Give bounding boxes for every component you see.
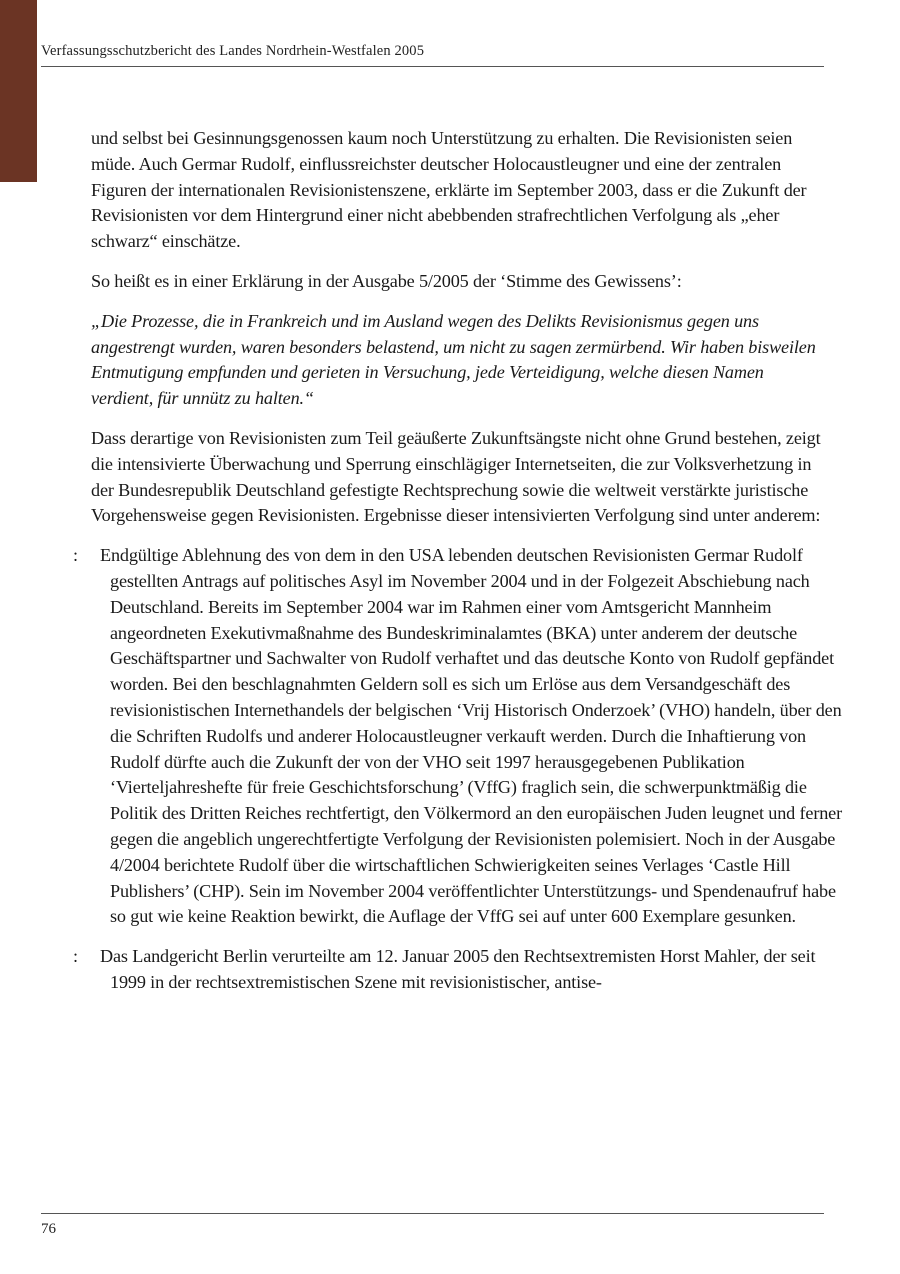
bullet-marker: : — [73, 946, 78, 967]
bullet-marker: : — [73, 545, 78, 566]
paragraph: So heißt es in einer Erklärung in der Ausgabe 5/2005 der ‘Stimme des Gewissens’: — [91, 270, 682, 291]
footer-rule — [41, 1213, 824, 1214]
paragraph: und selbst bei Gesinnungsgenossen kaum noch Unterstützung zu erhalten. Die Revisionisten seien müde. Auch Germar Rudolf, einflussreichster deutscher Holocaustleugner und eine der zentralen Figuren der internationalen Revisionistenszene, erklärte im September 2003, dass er die Zukunft der Revisionisten vor dem Hintergrund einer nicht abebbenden strafrechtlichen Verfolgung als „eher schwarz“ einschätze. — [91, 128, 807, 252]
list-item — [73, 944, 848, 996]
list-item-text: Endgültige Ablehnung des von dem in den USA lebenden deutschen Revisionisten Germar Rudolf gestellten Antrags auf politisches Asyl im November 2004 und in der Folgezeit Abschiebung nach Deutschland. Bereits im September 2004 war im Rahmen einer vom Amtsgericht Mannheim angeordneten Exekutivmaßnahme des Bundeskriminalamtes (BKA) unter anderem der deutsche Geschäftspartner und Sachwalter von Rudolf verhaftet und das deutsche Konto von Rudolf gepfändet worden. Bei den beschlagnahmten Geldern soll es sich um Erlöse aus dem Versandgeschäft des revisionistischen Internethandels der belgischen ‘Vrij Historisch Onderzoek’ (VHO) handeln, über den die Schriften Rudolfs und anderer Holocaustleugner verkauft werden. Durch die Inhaftierung von Rudolf dürfte auch die Zukunft der von der VHO seit 1997 herausgegebenen Publikation ‘Vierteljahreshefte für freie Geschichtsforschung’ (VffG) fraglich sein, die schwerpunktmäßig die Politik des Dritten Reiches rechtfertigt, den Völkermord an den europäischen Juden leugnet und ferner gegen die angeblich ungerechtfertigte Verfolgung der Revisionisten polemisiert. Noch in der Ausgabe 4/2004 berichtete Rudolf über die wirtschaftlichen Schwierigkeiten seines Verlages ‘Castle Hill Publishers’ (CHP). Sein im November 2004 veröffentlichter Unterstützungs- und Spendenaufruf habe so gut wie keine Reaktion bewirkt, die Auflage der VffG sei auf unter 600 Exemplare gesunken. — [100, 545, 842, 927]
paragraph: Dass derartige von Revisionisten zum Teil geäußerte Zukunftsängste nicht ohne Grund bestehen, zeigt die intensivierte Überwachung und Sperrung einschlägiger Internetseiten, die zur Volksverhetzung in der Bundesrepublik Deutschland gefestigte Rechtsprechung sowie die weltweit verstärkte juristische Vorgehensweise gegen Revisionisten. Ergebnisse dieser intensivierten Verfolgung sind unter anderem: — [91, 427, 821, 526]
page-body — [73, 126, 842, 1010]
running-header: Verfassungsschutzbericht des Landes Nordrhein-Westfalen 2005 — [41, 43, 425, 59]
side-color-bar — [0, 0, 37, 182]
header-rule — [41, 66, 824, 67]
list-item-text: Das Landgericht Berlin verurteilte am 12. Januar 2005 den Rechtsextremisten Horst Mahler, der seit 1999 in der rechtsextremistischen Szene mit revisionistischer, antise- — [100, 946, 816, 992]
list-item — [73, 543, 848, 930]
page-number: 76 — [41, 1221, 56, 1237]
bullet-list — [73, 543, 842, 996]
quote-paragraph: „Die Prozesse, die in Frankreich und im Ausland wegen des Delikts Revisionismus gegen uns angestrengt wurden, waren besonders belastend, um nicht zu sagen zermürbend. Wir haben bisweilen Entmutigung empfunden und gerieten in Versuchung, jede Verteidigung, welche diesen Namen verdient, für unnütz zu halten.“ — [91, 310, 816, 409]
